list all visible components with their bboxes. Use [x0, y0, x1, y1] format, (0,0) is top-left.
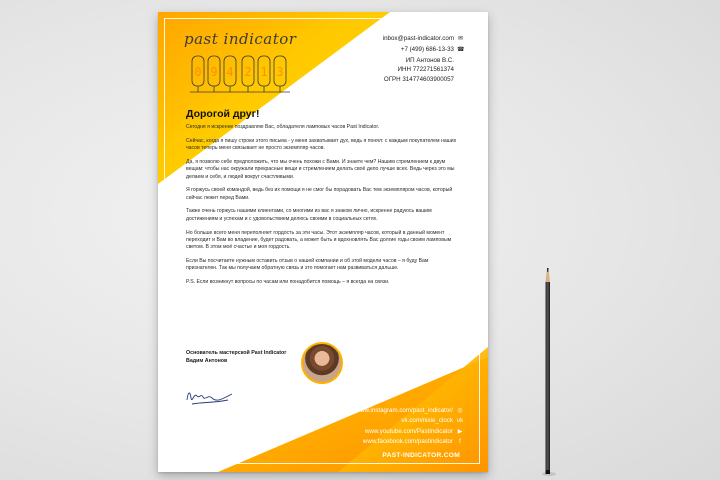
avatar [301, 342, 343, 384]
logo [184, 30, 302, 96]
instagram-icon: ◎ [457, 408, 463, 414]
nixie-digit: 1 [260, 65, 268, 79]
letter-greeting: Дорогой друг! [186, 108, 260, 120]
nixie-digit: 2 [244, 65, 252, 79]
logo-text: past indicator [184, 30, 297, 48]
signature-block [186, 349, 286, 365]
signer-title: Основатель мастерской Past Indicator [186, 350, 287, 356]
letter-paragraph: Да, я позволю себе предположить, что мы очень похожи с Вами. И знаете чем? Нашим стремлением к двум вещам: чтобы нас окружали прекрасные вещи и стремлением делать своё дело лучше всех. Ведь через это мы делаем и себя, и людей вокруг счастливыми. [186, 158, 455, 180]
phone-icon: ☎ [457, 46, 465, 53]
letter-paragraph: Сейчас, когда я пишу строки этого письма - у меня захватывает дух, ведь я понял: с каждым покупателем наших часов теперь меня связывает не просто экземпляр часов. [186, 137, 457, 152]
youtube-icon: ▶ [457, 428, 463, 435]
nixie-digit: 0 [194, 65, 202, 79]
letter-paragraph: P.S. Если возникнут вопросы по часам или понадобится помощь – я всегда на связи. [186, 279, 390, 286]
contact-email[interactable]: inbox@past-indicator.com [382, 35, 454, 42]
youtube-link[interactable]: www.youtube.com/PastIndicator [364, 427, 453, 435]
letterhead-page [158, 12, 488, 472]
pencil-icon [540, 268, 560, 476]
letter-paragraph: Сегодня я искренне поздравляю Вас, обладателя ламповых часов Past Indicator. [186, 124, 380, 130]
letter-body [186, 124, 460, 293]
vk-icon: ʋk [456, 418, 464, 425]
signer-name: Вадим Антонов [186, 358, 228, 364]
contact-inn: ИНН 772271561374 [397, 66, 454, 74]
letter-paragraph: Но больше всего меня переполняет гордость за эти часы. Этот экземпляр часов, который в данный момент переходит и Вам во владение, будет радовать, а может быть и вдохновлять Вас долгие годы своим ламповым светом. В этом моё счастье и моя гордость. [186, 229, 452, 251]
nixie-digit: 3 [276, 65, 284, 79]
letter-paragraph: Если Вы посчитаете нужным оставить отзыв о нашей компании и об этой модели часов – я буду Вам признателен. Так мы получаем обратную связь и это помогает нам развиваться дальше. [186, 258, 429, 272]
nixie-digit: 4 [226, 65, 234, 79]
contact-phone[interactable]: +7 (499) 686-13-33 [400, 45, 454, 53]
envelope-icon: ✉ [457, 36, 464, 42]
handwritten-signature [184, 384, 240, 408]
contact-block [383, 34, 464, 85]
nixie-digit: 9 [210, 65, 218, 79]
instagram-link[interactable]: www.instagram.com/past_indicator/ [355, 407, 453, 414]
nixie-tubes-icon [190, 54, 290, 96]
social-links [356, 406, 464, 447]
contact-ogrn: ОГРН 314774603900057 [383, 76, 454, 84]
website-link[interactable]: PAST-INDICATOR.COM [382, 452, 460, 459]
letter-paragraph: Также очень горжусь нашими клиентами, со многими из вас я знаком лично, искренне радуюсь вашим достижениям и успехам и с удовольствием делюсь своими в социальных сетях. [186, 208, 432, 222]
contact-ip: ИП Антонов В.С. [405, 56, 454, 64]
facebook-link[interactable]: www.facebook.com/pastindicator [362, 437, 453, 445]
letter-paragraph: Я горжусь своей командой, ведь без их помощи я не смог бы порадовать Вас тем экземпляром часов, который сейчас лежит перед Вами. [186, 187, 453, 201]
vk-link[interactable]: vk.com/nixie_clock [401, 417, 453, 425]
facebook-icon: f [459, 438, 461, 445]
